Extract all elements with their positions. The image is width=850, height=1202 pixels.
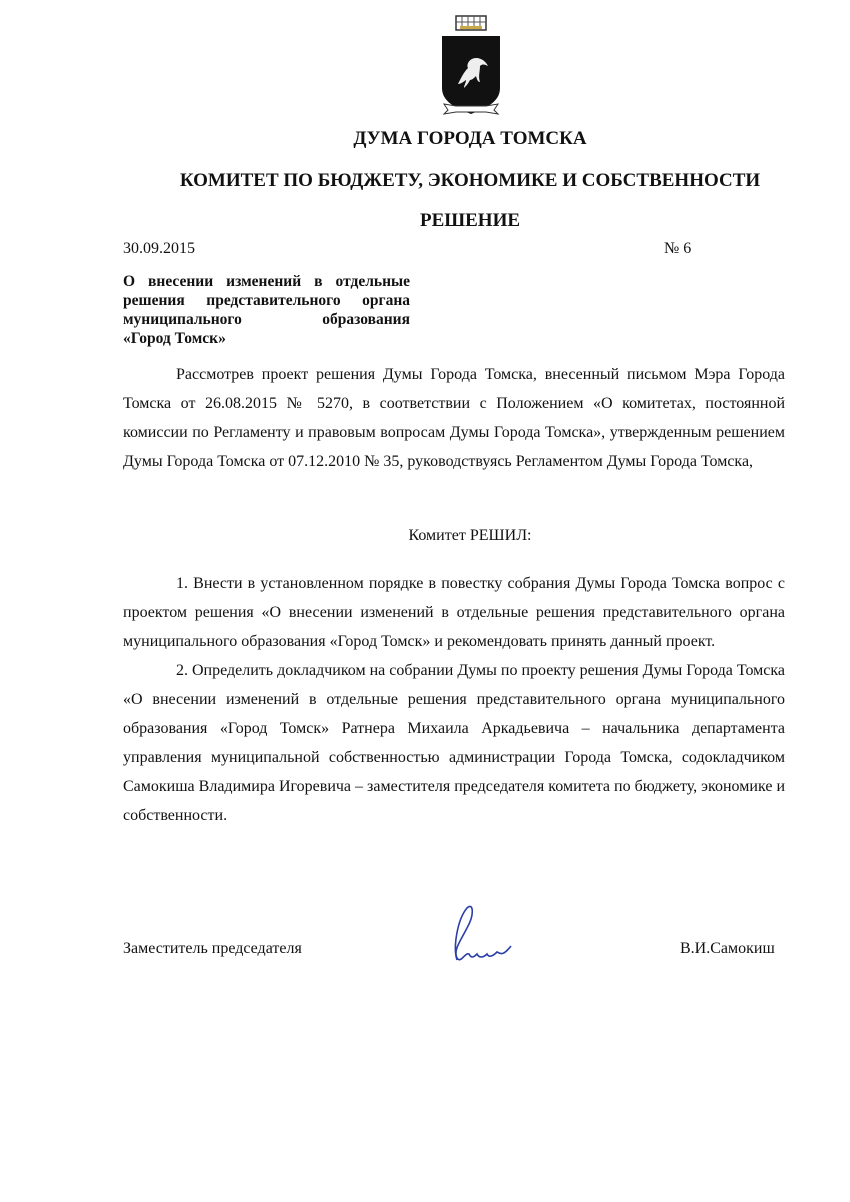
coat-of-arms-icon [438,14,504,120]
subject-line: О внесении изменений в отдельные [123,273,410,290]
handwritten-signature [435,900,515,970]
preamble-paragraph: Рассмотрев проект решения Думы Города Томска, внесенный письмом Мэра Города Томска от 26.08.2015 № 5270, в соответствии с Положением «О комитетах, постоянной комиссии по Регламенту и правовым вопросам Думы Города Томска», утвержденным решением Думы Города Томска от 07.12.2010 № 35, руководствуясь Регламентом Думы Города Томска, [123,366,785,470]
signatory-name: В.И.Самокиш [680,940,775,957]
subject-line: решения представительного органа [123,292,410,309]
document-type: РЕШЕНИЕ [419,210,521,231]
decision-item: 1. Внести в установленном порядке в повестку собрания Думы Города Томска вопрос с проектом решения «О внесении изменений в отдельные решения представительного органа муниципального образования «Город Томск» и рекомендовать принять данный проект. [123,575,785,650]
subject-line: «Город Томск» [123,330,226,347]
decision-heading: Комитет РЕШИЛ: [408,527,532,544]
subject-line: муниципального образования [123,311,410,328]
decision-item: 2. Определить докладчиком на собрании Думы по проекту решения Думы Города Томска «О внесении изменений в отдельные решения представительного органа муниципального образования «Город Томск» Ратнера Михаила Аркадьевича – начальника департамента управления муниципальной собственностью администрации Города Томска, содокладчиком Самокиша Владимира Игоревича – заместителя председателя комитета по бюджету, экономике и собственности. [123,662,785,824]
decision-items [123,569,785,830]
document-subject [123,272,410,348]
document-date: 30.09.2015 [123,240,195,257]
signatory-role: Заместитель председателя [123,940,302,957]
document-number: № 6 [664,240,692,257]
organization-title: ДУМА ГОРОДА ТОМСКА [353,128,587,149]
committee-title: КОМИТЕТ ПО БЮДЖЕТУ, ЭКОНОМИКЕ И СОБСТВЕННОСТИ [179,170,761,191]
